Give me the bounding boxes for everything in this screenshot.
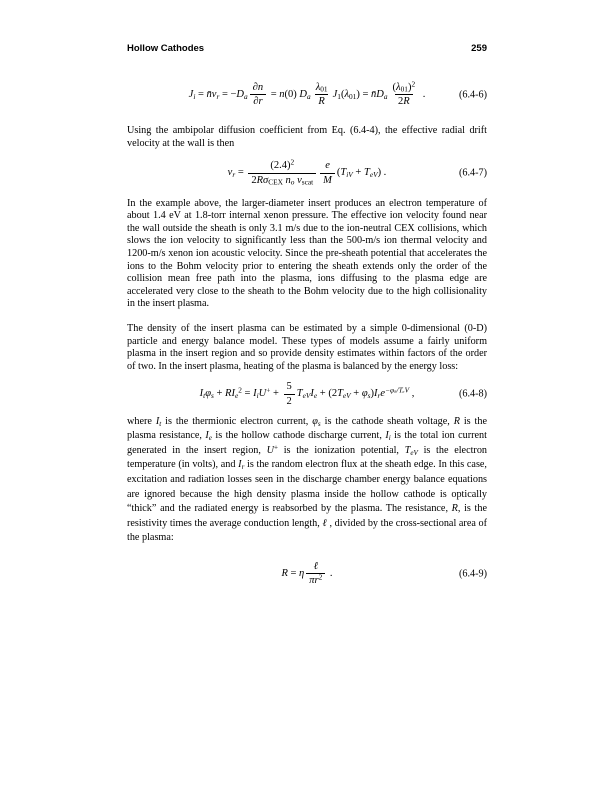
page-header: [127, 43, 487, 54]
running-header-title: Hollow Cathodes: [127, 43, 205, 54]
equation-6-4-8: [127, 380, 487, 407]
equation-6-4-8-number: (6.4-8): [458, 388, 487, 400]
equation-6-4-6-body: $J_i$ = $n̄v_r = -D_a$ $\frac{\partial n}{\partial r}$ = n(0) $D_a$ $\frac{\lambda_{01}}{R}$ $J_1(\lambda_{01})$ = $n̄D_a$ $\frac{(\lambda_{01})^2}{2R}$ .: [188, 79, 426, 108]
equation-6-4-7: [127, 159, 487, 186]
paragraph-density-model: The density of the insert plasma can be estimated by a simple 0-dimensional (0-D) particle and energy balance model. These types of models assume a fairly uniform plasma in the insert region and so provide density estimates within factors of the order of two. In the insert plasma, heating of the plasma is balanced by the energy loss:: [127, 323, 487, 372]
paragraph-ambipolar-intro: Using the ambipolar diffusion coefficient from Eq. (6.4-4), the effective radial drift velocity at the wall is then: [127, 125, 487, 149]
paragraph-example: In the example above, the larger-diameter insert produces an electron temperature of about 1.4 eV at 1.8-torr internal xenon pressure. The effective ion velocity found near the wall outside the sheath is only 3.1 m/s due to the ion-neutral CEX collisions, which slows the ion velocity to significantly less than the 500-m/s ion thermal velocity and 1200-m/s xenon ion acoustic velocity. Since the pre-sheath potential that accelerates the ions to the Bohm velocity prior to entering the sheath extends only the order of the collision mean free path into the plasma, ions diffusing to the plasma edge are accelerated very close to the sheath to the Bohm velocity due to the high collisionality in the insert plasma.: [127, 197, 487, 310]
page-number: 259: [471, 43, 487, 54]
equation-6-4-8-body: $I_t\varphi_s + RI_e^2 = I_iU^+$ + $\frac{5}{2}$ $T_{eV}I_e + (2T_{eV} + \varphi_s)I_re^{-\varphi_s/T_eV}$ ,: [199, 381, 415, 407]
equation-6-4-6-number: (6.4-6): [458, 89, 487, 101]
paragraph-symbol-definitions: where $I_t$ is the thermionic electron current, $\varphi_s$ is the cathode sheath voltage, R is the plasma resistance, $I_e$ is the hollow cathode discharge current, $I_i$ is the total ion current generated in the insert region, U+ is the ionization potential, $T_{eV}$ is the electron temperature (in volts), and $I_r$ is the random electron flux at the sheath edge. In this case, excitation and radiation losses seen in the discharge chamber energy balance equations are ignored because the high density plasma inside the hollow cathode is optically “thick” and the radiated energy is reabsorbed by the plasma. The resistance, R, is the resistivity times the average conduction length, ℓ , divided by the cross-sectional area of the plasma:: [127, 415, 488, 544]
equation-6-4-9: [127, 560, 487, 587]
equation-6-4-7-body: $v_r$ = $\frac{(2.4)^2}{2R\sigma_{CEX} n_o v_{scat}}$ $\frac{e}{M}$ $(T_{iV} + T_{eV})$ .: [227, 157, 387, 187]
equation-6-4-9-body: R = η $\frac{\text{ℓ}}{\pi r^2}$ .: [281, 561, 333, 587]
equation-6-4-6: [127, 81, 487, 108]
equation-6-4-9-number: (6.4-9): [458, 568, 487, 580]
equation-6-4-7-number: (6.4-7): [458, 167, 487, 179]
